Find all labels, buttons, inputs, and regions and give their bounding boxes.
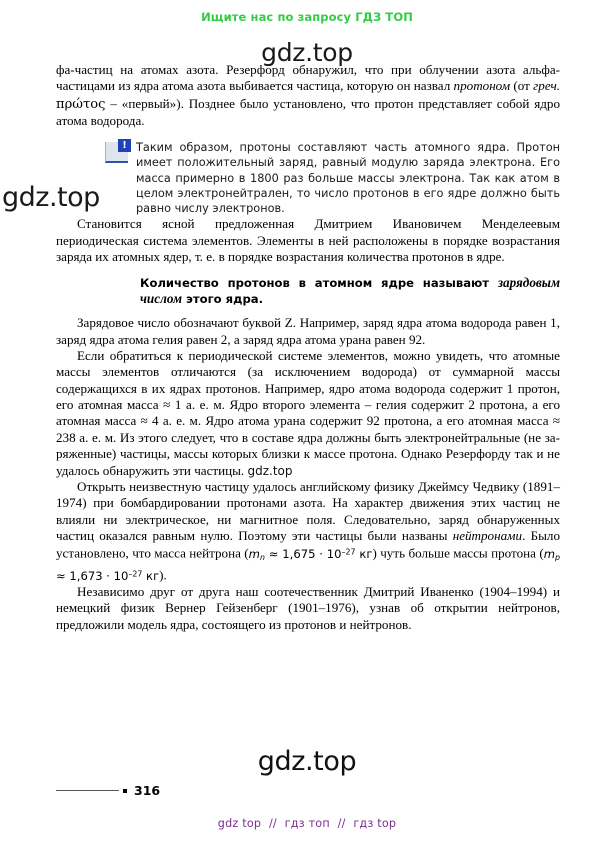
formula-p-variable: m — [543, 546, 556, 561]
para4-text: Если обратиться к периодической системе элементов, можно увидеть, что атомные массы элементов отличаются (за исключением водорода) от суммарной массы содержащихся в их ядрах протонов. Например, ядро атома водорода содержит 1 протон, его атомная масса ≈ 1 а. е. м. Ядро второго элемента – гелия содержит 2 протона, а его атомная масса ≈ 4 а. е. м. Ядро атома урана содержит 92 протона, а его атомная масса ≈ 238 а. е. м. Из этого следует, что в составе ядра должны быть электронейтральные (не заряженные) частицы, массы которых близки к массе протона. Однако Резерфорду так и не удалось обнаружить эти частицы. — [56, 348, 560, 478]
definition-text-b: этого ядра. — [182, 292, 264, 307]
para5-text-c: ) чуть больше массы протона ( — [372, 545, 544, 561]
page-body — [56, 62, 560, 633]
formula-p-unit: кг — [142, 568, 160, 583]
para1-italic-greek-label: греч. — [533, 78, 560, 94]
footer-link-3[interactable]: гдз top — [353, 817, 397, 830]
callout-body-text: Таким образом, протоны составляют часть атомного ядра. Протон имеет положительный заряд, равный модулю заряда электрона. Его масса примерно в 1800 раз больше массы электрона. Так как атом в целом электронейтрален, то число протонов в его ядре должно быть равно числу электронов. — [136, 141, 560, 215]
definition-text-a: Количество протонов в атомном ядре называют — [140, 276, 498, 291]
formula-n-variable: m — [248, 546, 260, 561]
exclamation-glyph: ! — [118, 139, 131, 152]
page-folio — [56, 783, 160, 798]
para1-text-a: фа-частиц на атомах азота. Резерфорд обнаружил, что при облучении азота альфа-частицами из ядра атома азота выбивается частица, которую он назвал — [56, 62, 560, 94]
formula-n-unit: кг — [355, 546, 373, 561]
page-number: 316 — [134, 783, 161, 798]
paragraph-ivanenko-heisenberg: Независимо друг от друга наш соотечественник Дмитрий Иваненко (1904–1994) и немецкий физик Вернер Гейзенберг (1901–1976), узнав об открытии нейтронов, предложили модель ядра, состоящего из протонов и нейтронов. — [56, 583, 560, 632]
watermark-left: gdz.top — [2, 182, 100, 213]
formula-n-exponent: –27 — [341, 547, 356, 557]
para1-greek-word: πρώτος — [56, 96, 106, 112]
para1-text-c: – «первый»). Позднее было установлено, что протон представляет собой ядро атома водорода. — [56, 95, 560, 129]
para5-text-a: Открыть неизвестную частицу удалось английскому физику Джеймсу Чедвику (1891–1974) при бомбардировании протонами азота. На характер движения этих частиц не влияли ни электрическое, ни магнитное поля. Следовательно, заряд обнаруженных частиц оказался равным нулю. Поэтому эти частицы были названы — [56, 478, 560, 543]
para5-italic-neutrons: нейтронами — [452, 527, 523, 543]
formula-n-subscript: n — [259, 552, 265, 562]
paragraph-mendeleev: Становится ясной предложенная Дмитрием Ивановичем Менделеевым периодическая система элементов. Элементы в ней расположены в порядке возрастания заряда их атомных ядер, т. е. в порядке возрастания количества протонов в ядре. — [56, 216, 560, 265]
para5-text-d: ). — [159, 567, 167, 583]
formula-n-value: ≈ 1,675 · 10 — [264, 546, 342, 561]
footer-separator-2: // — [337, 817, 346, 830]
paragraph-charge-number-z: Зарядовое число обозначают буквой Z. Например, заряд ядра атома водорода равен 1, заряд ядра атома гелия равен 2, а заряд ядра атома урана равен 92. — [56, 315, 560, 347]
paragraph-atomic-masses — [56, 348, 560, 479]
footer-link-2[interactable]: гдз топ — [284, 817, 330, 830]
formula-p-subscript: p — [555, 552, 561, 562]
folio-rule — [56, 790, 119, 791]
paragraph-chadwick-neutron — [56, 479, 560, 584]
footer-links — [0, 817, 614, 830]
info-callout — [56, 140, 560, 216]
formula-p-value: ≈ 1,673 · 10 — [56, 568, 129, 583]
folio-square-marker — [123, 789, 127, 793]
para5-text-b: . Было установлено, что масса нейтрона ( — [56, 527, 560, 561]
definition-charge-number — [140, 275, 560, 307]
footer-separator-1: // — [268, 817, 277, 830]
definition-italic-term: зарядовым числом — [140, 275, 560, 307]
promo-header-text: Ищите нас по запросу ГДЗ ТОП — [201, 10, 413, 24]
footer-link-1[interactable]: gdz top — [217, 817, 262, 830]
para1-text-b: (от — [510, 78, 534, 94]
formula-neutron-mass — [249, 547, 373, 561]
watermark-top: gdz.top — [261, 38, 353, 67]
formula-p-exponent: –27 — [128, 569, 143, 579]
watermark-bottom: gdz.top — [257, 746, 357, 777]
para1-italic-proton: протоном — [453, 78, 511, 94]
watermark-inline: gdz.top — [247, 463, 293, 478]
paragraph-proton-discovery — [56, 62, 560, 129]
info-exclamation-icon — [105, 142, 128, 163]
